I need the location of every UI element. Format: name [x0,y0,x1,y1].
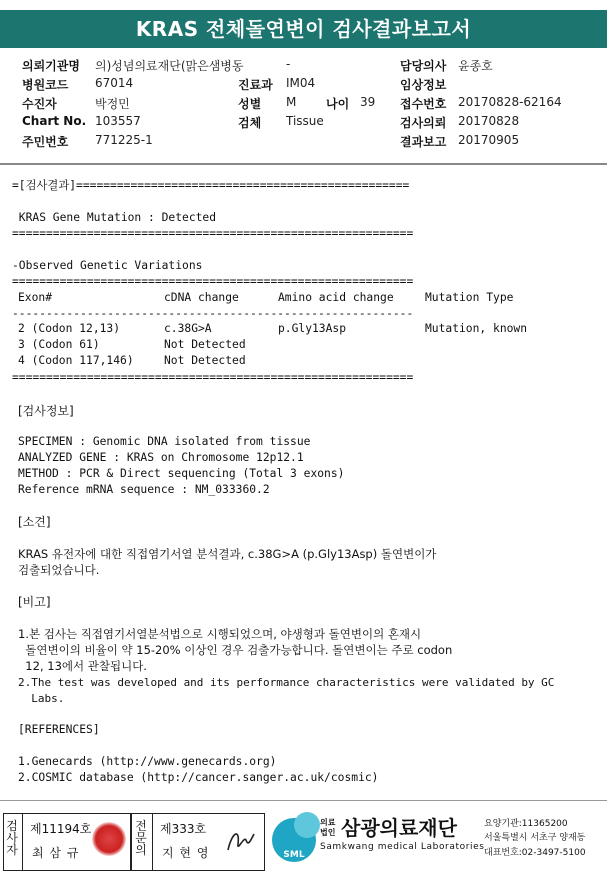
report-title: KRAS 전체돌연변이 검사결과보고서 [0,10,607,48]
info-line: METHOD : PCR & Direct sequencing (Total 3 exons) [18,467,345,480]
tester-label [6,820,20,856]
table-header-divider: ----------------------------------------------------------- [12,307,414,320]
client-name-value: 의)성념의료재단(맑은샘병동 [95,59,244,73]
chart-no-label: Chart No. [22,114,87,128]
ward-value: - [286,57,291,71]
tester-seal-icon [92,822,126,856]
resident-no-label: 주민번호 [22,135,69,149]
sml-logo-wave-icon [294,812,320,838]
row-cdna: Not Detected [164,354,246,367]
findings-title: [소견] [18,515,51,529]
resident-no-value: 771225-1 [95,133,153,147]
notes-line: Labs. [18,692,65,705]
specialist-label-text: 전문의 [135,819,147,857]
row-cdna: Not Detected [164,338,246,351]
chart-no-value: 103557 [95,114,141,128]
header-exon: Exon# [18,291,53,304]
specimen-label: 검체 [238,116,262,130]
tester-license: 제11194호 [30,822,92,836]
report-date-label: 결과보고 [400,135,447,149]
row-cdna: c.38G>A [164,322,212,335]
tester-box-divider [22,813,23,871]
info-title: [검사정보] [18,404,74,418]
table-top-divider: =========================================================== [12,275,414,288]
references-title: [REFERENCES] [18,723,100,736]
header-amino: Amino acid change [278,291,394,304]
tester-name: 최 삼 규 [32,846,80,860]
patient-value: 박정민 [95,97,130,111]
result-divider: =========================================================== [12,227,414,240]
department-value: IM04 [286,76,316,90]
specialist-label [135,820,149,856]
notes-line: 1.본 검사는 직접염기서열분석법으로 시행되었으며, 야생형과 돌연변이의 혼재시 [18,627,422,641]
sex-label: 성별 [238,97,262,111]
client-name-label: 의뢰기관명 [22,59,80,73]
org-name: 삼광의료재단 [341,816,457,840]
result-section-header: =[검사결과]================================================= [12,179,410,192]
doctor-label: 담당의사 [400,59,447,73]
findings-line: 검출되었습니다. [18,563,100,577]
findings-line: KRAS 유전자에 대한 직접염기서열 분석결과, c.38G>A (p.Gly13Asp) 돌연변이가 [18,547,437,561]
info-line: ANALYZED GENE : KRAS on Chromosome 12p12.1 [18,451,304,464]
header-mutation-type: Mutation Type [425,291,514,304]
specialist-license: 제333호 [160,822,207,836]
row-exon: 4 (Codon 117,146) [18,354,134,367]
age-value: 39 [360,95,376,109]
row-amino: p.Gly13Asp [278,322,347,335]
tester-label-text: 검사자 [6,819,18,857]
request-date-label: 검사의뢰 [400,116,447,130]
notes-line: 12, 13에서 관찰됩니다. [18,659,147,673]
org-prefix: 의료법인 [320,818,336,837]
sml-logo-icon: SML [272,818,316,862]
accession-no-label: 접수번호 [400,97,447,111]
info-line: SPECIMEN : Genomic DNA isolated from tissue [18,435,311,448]
header-cdna: cDNA change [164,291,239,304]
reference-item: 1.Genecards (http://www.genecards.org) [18,755,277,768]
notes-line: 돌연변이의 비율이 약 15-20% 이상인 경우 검출가능합니다. 돌연변이는 주로 codon [18,643,453,657]
doctor-value: 윤종호 [458,59,493,73]
specimen-value: Tissue [286,114,324,128]
address: 서울특별시 서초구 양재동 [484,833,586,843]
observed-title: -Observed Genetic Variations [12,259,203,272]
hospital-code-value: 67014 [95,76,134,90]
sex-value: M [286,95,297,109]
specialist-name: 지 현 영 [162,846,210,860]
agency-code: 요양기관:11365200 [484,819,568,829]
department-label: 진료과 [238,78,273,92]
signature-icon [222,822,258,858]
accession-no-value: 20170828-62164 [458,95,562,109]
report-date-value: 20170905 [458,133,520,147]
org-english-name: Samkwang medical Laboratories [320,842,485,852]
clinical-info-label: 임상정보 [400,78,447,92]
row-mutation-type: Mutation, known [425,322,528,335]
notes-line: 2.The test was developed and its performance characteristics were validated by GC [18,676,555,689]
notes-title: [비고] [18,595,51,609]
result-line: KRAS Gene Mutation : Detected [12,211,217,224]
patient-label: 수진자 [22,97,57,111]
hospital-code-label: 병원코드 [22,78,69,92]
age-label: 나이 [326,97,350,111]
table-bottom-divider: =========================================================== [12,371,414,384]
request-date-value: 20170828 [458,114,520,128]
row-exon: 3 (Codon 61) [18,338,100,351]
reference-item: 2.COSMIC database (http://cancer.sanger.ac.uk/cosmic) [18,771,379,784]
footer-divider [0,800,607,801]
phone: 대표번호:02-3497-5100 [484,848,586,858]
info-line: Reference mRNA sequence : NM_033360.2 [18,483,270,496]
header-divider [0,163,607,165]
specialist-box-divider [152,813,153,871]
row-exon: 2 (Codon 12,13) [18,322,121,335]
